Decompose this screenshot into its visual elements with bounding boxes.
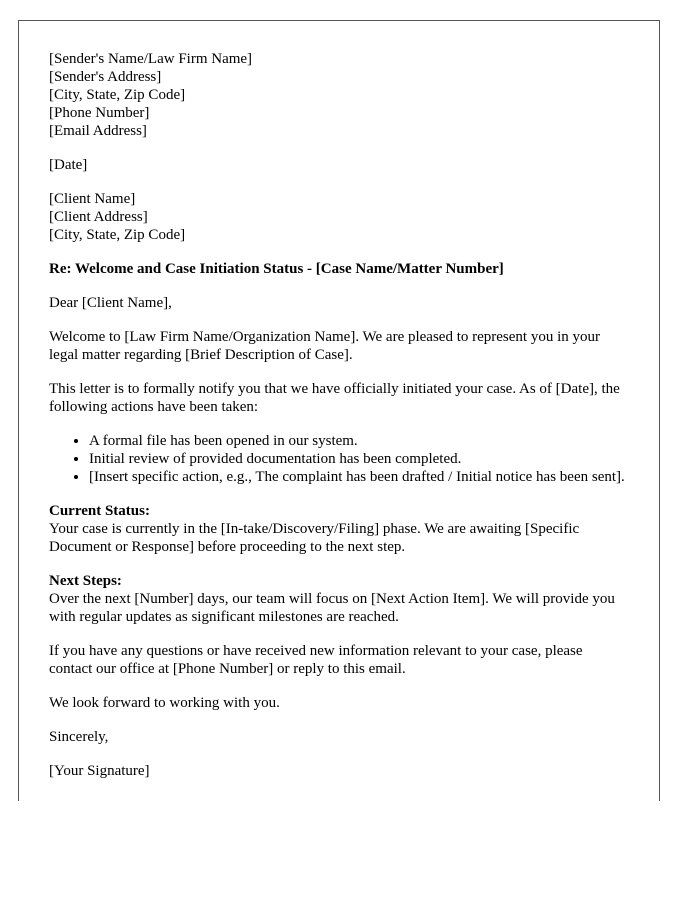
next-steps-text: Over the next [Number] days, our team will focus on [Next Action Item]. We will provide you with regular updates as significant milestones are reached. bbox=[49, 591, 615, 625]
list-item: • Initial review of provided documentation has been completed. bbox=[89, 450, 629, 468]
recipient-address: [Client Address] bbox=[49, 209, 148, 225]
subject-line: Re: Welcome and Case Initiation Status - [Case Name/Matter Number] bbox=[49, 261, 504, 277]
recipient-block bbox=[49, 190, 629, 244]
sender-block bbox=[49, 50, 629, 140]
salutation: Dear [Client Name], bbox=[49, 295, 172, 311]
sender-address: [Sender's Address] bbox=[49, 69, 162, 85]
sender-phone: [Phone Number] bbox=[49, 105, 150, 121]
signature: [Your Signature] bbox=[49, 763, 150, 779]
letter-date: [Date] bbox=[49, 157, 88, 173]
signoff: Sincerely, bbox=[49, 729, 109, 745]
actions-list bbox=[49, 432, 629, 486]
recipient-city-state-zip: [City, State, Zip Code] bbox=[49, 227, 186, 243]
list-item: • A formal file has been opened in our system. bbox=[89, 432, 629, 450]
next-steps-heading: Next Steps: bbox=[49, 573, 122, 589]
notice-paragraph: This letter is to formally notify you that we have officially initiated your case. As of [Date], the following actions have been taken: bbox=[49, 381, 620, 415]
next-steps-section bbox=[49, 572, 629, 626]
letter-content bbox=[49, 50, 629, 796]
recipient-name: [Client Name] bbox=[49, 191, 136, 207]
closing-line: We look forward to working with you. bbox=[49, 695, 280, 711]
questions-paragraph: If you have any questions or have received new information relevant to your case, please contact our office at [Phone Number] or reply to this email. bbox=[49, 643, 583, 677]
sender-email: [Email Address] bbox=[49, 123, 147, 139]
sender-city-state-zip: [City, State, Zip Code] bbox=[49, 87, 186, 103]
sender-name: [Sender's Name/Law Firm Name] bbox=[49, 51, 253, 67]
current-status-heading: Current Status: bbox=[49, 503, 150, 519]
welcome-paragraph: Welcome to [Law Firm Name/Organization Name]. We are pleased to represent you in your legal matter regarding [Brief Description of Case]. bbox=[49, 329, 601, 363]
current-status-section bbox=[49, 502, 629, 556]
letter-page bbox=[18, 20, 660, 801]
list-item: • [Insert specific action, e.g., The complaint has been drafted / Initial notice has been sent]. bbox=[89, 468, 629, 486]
current-status-text: Your case is currently in the [In-take/Discovery/Filing] phase. We are awaiting [Specific Document or Response] before proceeding to the next step. bbox=[49, 521, 580, 555]
